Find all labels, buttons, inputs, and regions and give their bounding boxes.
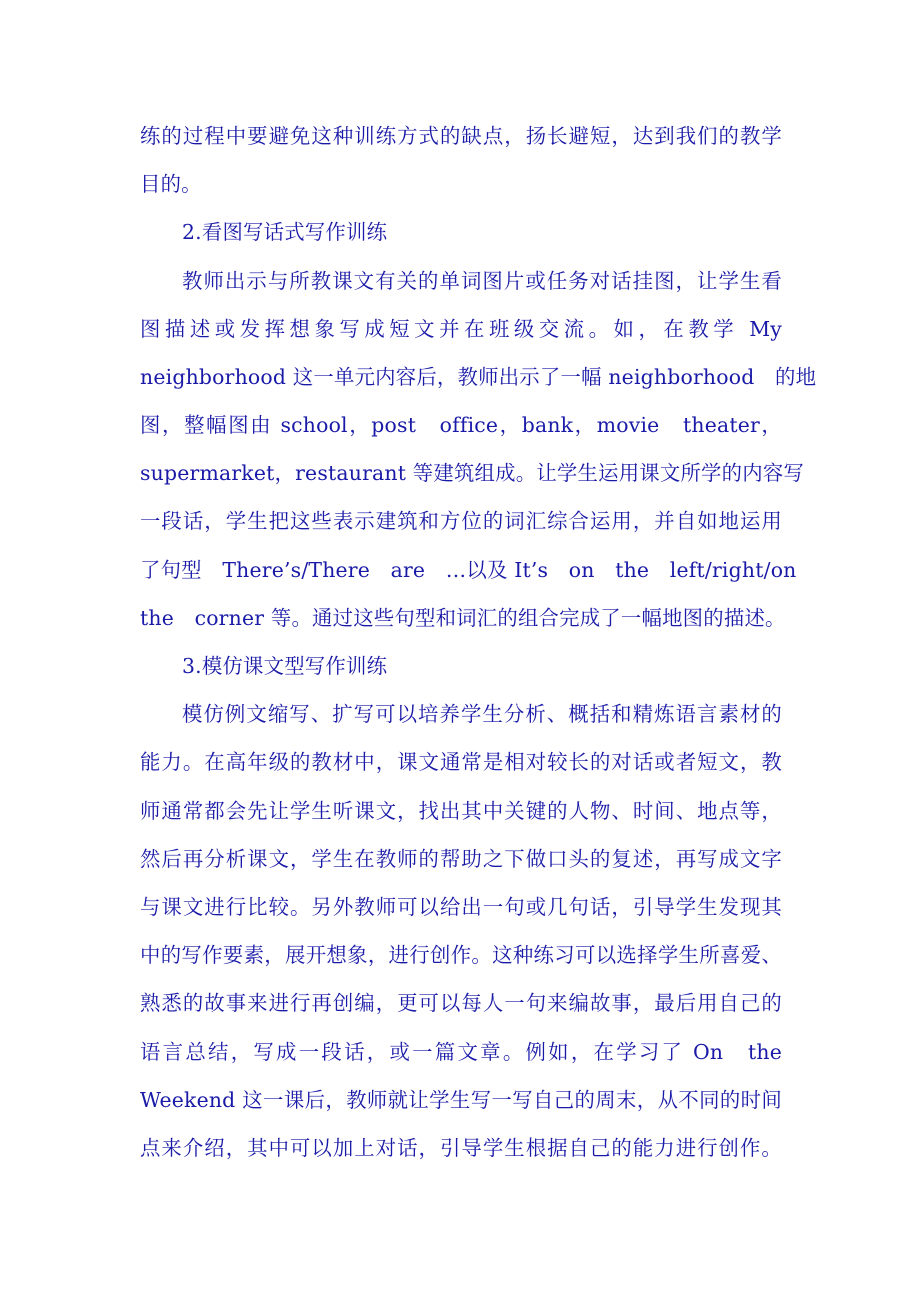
text-line: 目的。	[140, 172, 202, 196]
text-line: 点来介绍，其中可以加上对话，引导学生根据自己的能力进行创作。	[140, 1136, 782, 1160]
text-line: 与课文进行比较。另外教师可以给出一句或几句话，引导学生发现其	[140, 895, 782, 919]
text-line: 模仿例文缩写、扩写可以培养学生分析、概括和精炼语言素材的	[182, 702, 782, 726]
text-line: 图，整幅图由 school，post office，bank，movie theater，	[140, 413, 782, 437]
text-line: the corner 等。通过这些句型和词汇的组合完成了一幅地图的描述。	[140, 606, 786, 630]
section-heading: 3.模仿课文型写作训练	[182, 654, 388, 678]
text-line: 语言总结，写成一段话，或一篇文章。例如，在学习了 On the	[140, 1040, 782, 1064]
text-line: 教师出示与所教课文有关的单词图片或任务对话挂图，让学生看	[182, 269, 782, 293]
section-heading: 2.看图写话式写作训练	[182, 220, 388, 244]
text-line: 了句型 There’s/There are …以及 It’s on the left/right/on	[140, 558, 797, 582]
text-line: 师通常都会先让学生听课文，找出其中关键的人物、时间、地点等，	[140, 799, 782, 823]
text-line: supermarket，restaurant 等建筑组成。让学生运用课文所学的内容写	[140, 461, 805, 485]
text-line: neighborhood 这一单元内容后，教师出示了一幅 neighborhood 的地	[140, 365, 817, 389]
text-line: 能力。在高年级的教材中，课文通常是相对较长的对话或者短文，教	[140, 750, 782, 774]
text-line: 一段话，学生把这些表示建筑和方位的词汇综合运用，并自如地运用	[140, 509, 782, 533]
text-line: 中的写作要素，展开想象，进行创作。这种练习可以选择学生所喜爱、	[140, 943, 782, 967]
text-line: 图描述或发挥想象写成短文并在班级交流。如，在教学 My	[140, 317, 782, 341]
text-line: 然后再分析课文，学生在教师的帮助之下做口头的复述，再写成文字	[140, 847, 782, 871]
text-line: Weekend 这一课后，教师就让学生写一写自己的周末，从不同的时间	[140, 1088, 782, 1112]
text-line: 熟悉的故事来进行再创编，更可以每人一句来编故事，最后用自己的	[140, 991, 782, 1015]
text-line: 练的过程中要避免这种训练方式的缺点，扬长避短，达到我们的教学	[140, 124, 782, 148]
